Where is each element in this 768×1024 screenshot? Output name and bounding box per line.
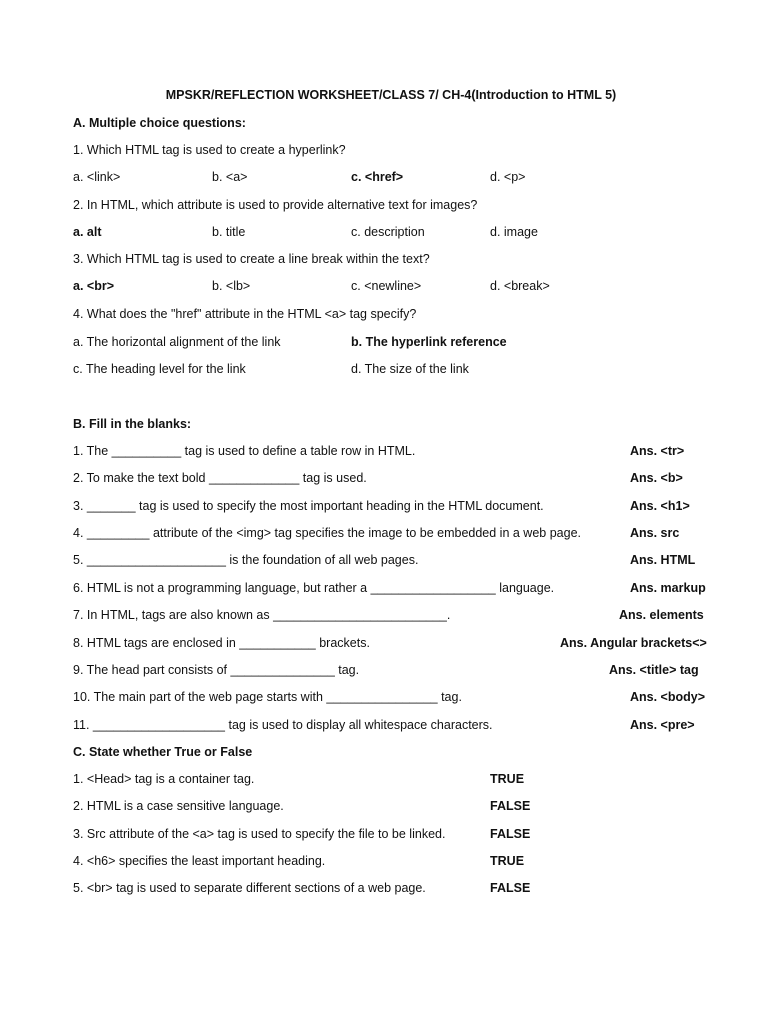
fill-blank-answer: Ans. elements — [619, 608, 704, 622]
fill-blank-answer: Ans. <tr> — [630, 444, 685, 458]
fill-blank-answer: Ans. markup — [630, 581, 706, 595]
mcq-question: 3. Which HTML tag is used to create a line break within the text? — [73, 252, 430, 266]
mcq-question: 1. Which HTML tag is used to create a hyperlink? — [73, 143, 346, 157]
fill-blank-answer: Ans. <b> — [630, 471, 683, 485]
fill-blank-question: 3. _______ tag is used to specify the most important heading in the HTML document. — [73, 499, 544, 513]
mcq-option: a. <link> — [73, 170, 121, 184]
true-false-answer: TRUE — [490, 772, 525, 786]
worksheet-title: MPSKR/REFLECTION WORKSHEET/CLASS 7/ CH-4(Introduction to HTML 5) — [165, 88, 617, 102]
fill-blank-question: 9. The head part consists of _______________ tag. — [73, 663, 360, 677]
fill-blank-question: 6. HTML is not a programming language, but rather a __________________ language. — [73, 581, 555, 595]
fill-blank-question: 1. The __________ tag is used to define a table row in HTML. — [73, 444, 416, 458]
mcq-option: b. <a> — [212, 170, 248, 184]
fill-blank-answer: Ans. <pre> — [630, 718, 695, 732]
mcq-option: b. <lb> — [212, 279, 251, 293]
fill-blank-answer: Ans. <body> — [630, 690, 706, 704]
fill-blank-question: 5. ____________________ is the foundation of all web pages. — [73, 553, 419, 567]
true-false-statement: 1. <Head> tag is a container tag. — [73, 772, 255, 786]
section-c-heading: C. State whether True or False — [73, 745, 253, 759]
fill-blank-answer: Ans. <h1> — [630, 499, 690, 513]
mcq-option: d. <break> — [490, 279, 550, 293]
mcq-option-correct: c. <href> — [351, 170, 404, 184]
mcq-option: c. description — [351, 225, 425, 239]
mcq-option: d. image — [490, 225, 538, 239]
true-false-statement: 5. <br> tag is used to separate different sections of a web page. — [73, 881, 426, 895]
section-b-heading: B. Fill in the blanks: — [73, 417, 192, 431]
fill-blank-question: 8. HTML tags are enclosed in ___________ brackets. — [73, 636, 370, 650]
fill-blank-answer: Ans. HTML — [630, 553, 696, 567]
section-a-heading: A. Multiple choice questions: — [73, 116, 246, 130]
fill-blank-answer: Ans. src — [630, 526, 680, 540]
true-false-statement: 4. <h6> specifies the least important heading. — [73, 854, 326, 868]
fill-blank-question: 11. ___________________ tag is used to display all whitespace characters. — [73, 718, 493, 732]
mcq-option-correct: a. <br> — [73, 279, 114, 293]
true-false-answer: FALSE — [490, 827, 531, 841]
true-false-answer: TRUE — [490, 854, 525, 868]
fill-blank-question: 2. To make the text bold _____________ tag is used. — [73, 471, 367, 485]
mcq-option: b. title — [212, 225, 246, 239]
mcq-option-correct: b. The hyperlink reference — [351, 335, 507, 349]
true-false-answer: FALSE — [490, 881, 531, 895]
mcq-option-correct: a. alt — [73, 225, 102, 239]
mcq-option: a. The horizontal alignment of the link — [73, 335, 281, 349]
mcq-option: d. The size of the link — [351, 362, 469, 376]
fill-blank-answer: Ans. <title> tag — [609, 663, 699, 677]
fill-blank-question: 7. In HTML, tags are also known as _________________________. — [73, 608, 451, 622]
fill-blank-answer: Ans. Angular brackets<> — [560, 636, 707, 650]
fill-blank-question: 4. _________ attribute of the <img> tag specifies the image to be embedded in a web page. — [73, 526, 581, 540]
true-false-statement: 2. HTML is a case sensitive language. — [73, 799, 284, 813]
mcq-option: c. The heading level for the link — [73, 362, 246, 376]
mcq-option: d. <p> — [490, 170, 526, 184]
true-false-statement: 3. Src attribute of the <a> tag is used to specify the file to be linked. — [73, 827, 446, 841]
mcq-question: 4. What does the "href" attribute in the HTML <a> tag specify? — [73, 307, 417, 321]
fill-blank-question: 10. The main part of the web page starts with ________________ tag. — [73, 690, 462, 704]
mcq-option: c. <newline> — [351, 279, 422, 293]
true-false-answer: FALSE — [490, 799, 531, 813]
mcq-question: 2. In HTML, which attribute is used to provide alternative text for images? — [73, 198, 478, 212]
